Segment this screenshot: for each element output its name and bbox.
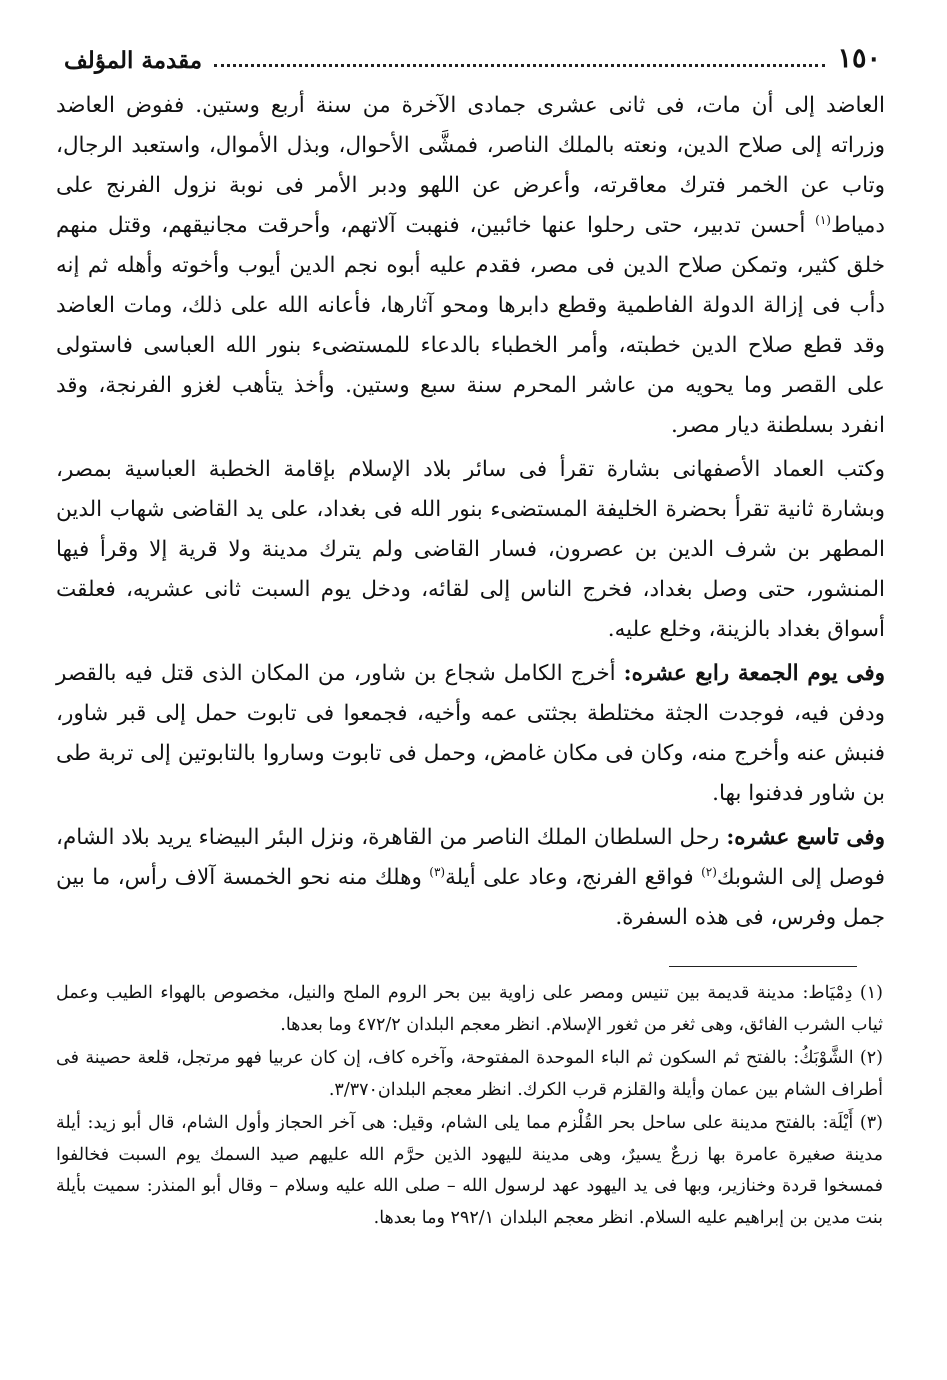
- paragraph-1-text-b: أحسن تدبير، حتى رحلوا عنها خائبين، فنهبت آلاتهم، وأحرقت مجانيقهم، وقتل منهم خلق كثير، وتمكن صلاح الدين فى مصر، فقدم عليه أبوه نجم الدين أيوب وأخوته وأهله ثم إنه دأب فى إزالة الدولة الفاطمية وقطع دابرها ومحو آثارها، فأعانه الله على ذلك، ومات العاضد وقد قطع صلاح الدين خطبته، وأمر الخطباء بالدعاء للمستضىء بنور الله العباسى فاستولى على القصر وما يحويه من عاشر المحرم سنة سبع وستين. وأخذ يتأهب لغزو الفرنجة، وقد انفرد بسلطنة ديار مصر.: [56, 213, 885, 438]
- page-number: ١٥٠: [837, 43, 881, 74]
- paragraph-2: وكتب العماد الأصفهانى بشارة تقرأ فى سائر بلاد الإسلام بإقامة الخطبة العباسية بمصر، وبشارة ثانية تقرأ بحضرة الخليفة المستضىء بنور الله فى بغداد، على يد القاضى شهاب الدين المطهر بن شرف الدين بن عصرون، فسار القاضى ولم يترك مدينة ولا قرية إلا وقرأ فيها المنشور، حتى وصل بغداد، فخرج الناس إلى لقائه، ودخل يوم السبت ثانى عشريه، فعلقت أسواق بغداد بالزينة، وخلع عليه.: [56, 457, 885, 642]
- footnote-2: (٢) الشَّوْبَكُ: بالفتح ثم السكون ثم الباء الموحدة المفتوحة، وآخره كاف، إن كان عربيا فهو مرتجل، قلعة حصينة فى أطراف الشام بين عمان وأيلة والقلزم قرب الكرك. انظر معجم البلدان٣/٣٧٠.: [56, 1048, 883, 1100]
- paragraph-4: [56, 818, 885, 938]
- chapter-title: مقدمة المؤلف: [64, 47, 203, 74]
- paragraph-1-text-a: العاضد إلى أن مات، فى ثانى عشرى جمادى الآخرة من سنة أربع وستين. ففوض العاضد وزراته إلى صلاح الدين، ونعته بالملك الناصر، فمشَّى الأحوال، وبذل الأموال، واستعبد الرجال، وتاب عن الخمر فترك معاقرته، وأعرض عن اللهو ودبر الأمر فى نوبة نزول الفرنج على دمياط: [56, 93, 885, 238]
- footnote-ref-3: (٣): [429, 864, 446, 879]
- paragraph-4-lead: وفى تاسع عشره:: [726, 825, 885, 850]
- paragraph-3: [56, 654, 885, 814]
- running-header: [64, 34, 881, 74]
- main-text: [56, 86, 885, 938]
- footnotes: [56, 978, 883, 1234]
- paragraph-1: [56, 86, 885, 446]
- footnote-ref-2: (٢): [701, 864, 717, 879]
- paragraph-3-text: أخرج الكامل شجاع بن شاور، من المكان الذى قتل فيه بالقصر ودفن فيه، فوجدت الجثة مختلطة بجثتى عمه وأخيه، فجمعوا فى تابوت حمل إلى قبر شاور، فنبش عنه وأخرج منه، وكان فى مكان غامض، وحمل فى تابوت وساروا بالتابوتين إلى تربة طى بن شاور فدفنوا بها.: [56, 661, 885, 806]
- paragraph-3-lead: وفى يوم الجمعة رابع عشره:: [623, 661, 885, 686]
- paragraph-4-text-a: رحل السلطان الملك الناصر من القاهرة، ونزل البئر البيضاء يريد بلاد الشام، فوصل إلى الشوبك: [56, 825, 886, 890]
- paragraph-4-text-b: فواقع الفرنج، وعاد على أيلة: [445, 865, 702, 890]
- footnote-1: (١) دِمْيَاط: مدينة قديمة بين تنيس ومصر على زاوية بين بحر الروم الملح والنيل، مخصوص بالهواء الطيب وعمل ثياب الشرب الفائق، وهى ثغر من ثغور الإسلام. انظر معجم البلدان ٤٧٢/٢ وما بعدها.: [56, 983, 883, 1035]
- header-dotted-leader: [214, 64, 825, 67]
- footnote-ref-1: (١): [815, 212, 831, 227]
- footnote-divider: [669, 966, 857, 967]
- footnote-3: (٣) أَيْلَة: بالفتح مدينة على ساحل بحر القُلْزم مما يلى الشام، وقيل: هى آخر الحجاز وأول الشام، قال أبو زيد: أيلة مدينة صغيرة عامرة بها زرعٌ يسيرٌ، وهى مدينة لليهود الذين حرَّم الله عليهم صيد السمك يوم السبت فخالفوا فمسخوا قردة وخنازير، وبها فى يد اليهود عهد لرسول الله – صلى الله عليه وسلام – وقال أبو المنذر: سميت بأيلة بنت مدين بن إبراهيم عليه السلام. انظر معجم البلدان ٢٩٢/١ وما بعدها.: [56, 1113, 883, 1228]
- paragraph-4-text-c: وهلك منه نحو الخمسة آلاف رأس، ما بين جمل وفرس، فى هذه السفرة.: [56, 865, 885, 930]
